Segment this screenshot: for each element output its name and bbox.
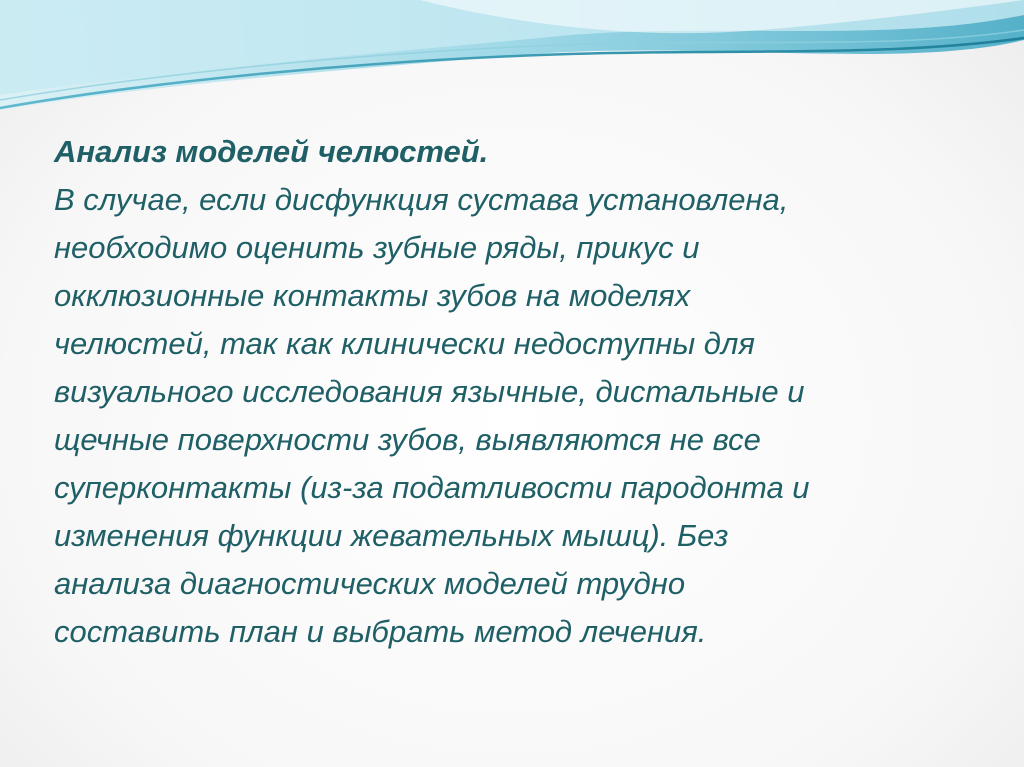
body-line: челюстей, так как клинически недоступны для: [54, 326, 755, 361]
body-line: изменения функции жевательных мышц). Без: [54, 518, 729, 553]
decorative-wave-header: [0, 0, 1024, 130]
body-line: В случае, если дисфункция сустава установлена,: [54, 182, 789, 217]
body-line: щечные поверхности зубов, выявляются не все: [54, 422, 761, 457]
body-line: окклюзионные контакты зубов на моделях: [54, 278, 691, 313]
body-line: суперконтакты (из-за податливости пародонта и: [54, 470, 810, 505]
slide-text: [54, 128, 984, 656]
slide-heading: Анализ моделей челюстей.: [54, 134, 489, 169]
body-line: визуального исследования язычные, дистальные и: [54, 374, 805, 409]
body-line: анализа диагностических моделей трудно: [54, 566, 686, 601]
body-line: составить план и выбрать метод лечения.: [54, 614, 707, 649]
body-line: необходимо оценить зубные ряды, прикус и: [54, 230, 700, 265]
